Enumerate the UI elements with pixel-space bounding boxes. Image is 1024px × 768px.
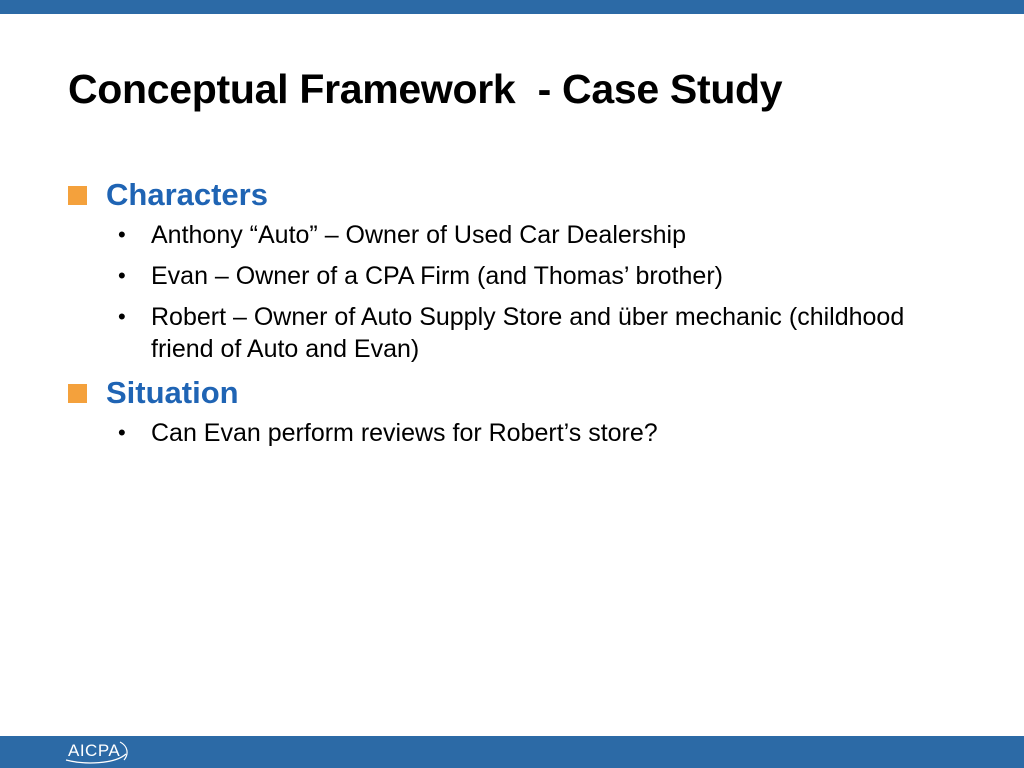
section-heading (68, 176, 968, 214)
list-item (68, 417, 968, 449)
section-heading (68, 374, 968, 412)
section-label-situation: Situation (106, 375, 239, 410)
logo-text: AICPA (68, 741, 121, 760)
bullet-dot-icon: • (118, 222, 126, 247)
bullet-list (68, 417, 968, 449)
top-accent-bar (0, 0, 1024, 14)
list-item (68, 219, 968, 251)
bullet-text: Can Evan perform reviews for Robert’s store? (151, 419, 658, 447)
bullet-text: Evan – Owner of a CPA Firm (and Thomas’ brother) (151, 262, 723, 290)
orange-square-icon (68, 384, 87, 403)
bottom-footer-bar (0, 736, 1024, 768)
slide-content (68, 176, 968, 458)
bullet-text: Anthony “Auto” – Owner of Used Car Dealership (151, 221, 686, 249)
bullet-text: Robert – Owner of Auto Supply Store and über mechanic (childhood friend of Auto and Evan) (151, 303, 905, 363)
list-item (68, 260, 968, 292)
slide-title: Conceptual Framework - Case Study (68, 66, 783, 112)
bullet-dot-icon: • (118, 304, 126, 329)
bullet-dot-icon: • (118, 420, 126, 445)
aicpa-logo-icon (60, 738, 121, 766)
orange-square-icon (68, 186, 87, 205)
list-item (68, 301, 968, 365)
bullet-list (68, 219, 968, 365)
section-situation (68, 374, 968, 449)
section-label-characters: Characters (106, 177, 268, 212)
bullet-dot-icon: • (118, 263, 126, 288)
section-characters (68, 176, 968, 365)
